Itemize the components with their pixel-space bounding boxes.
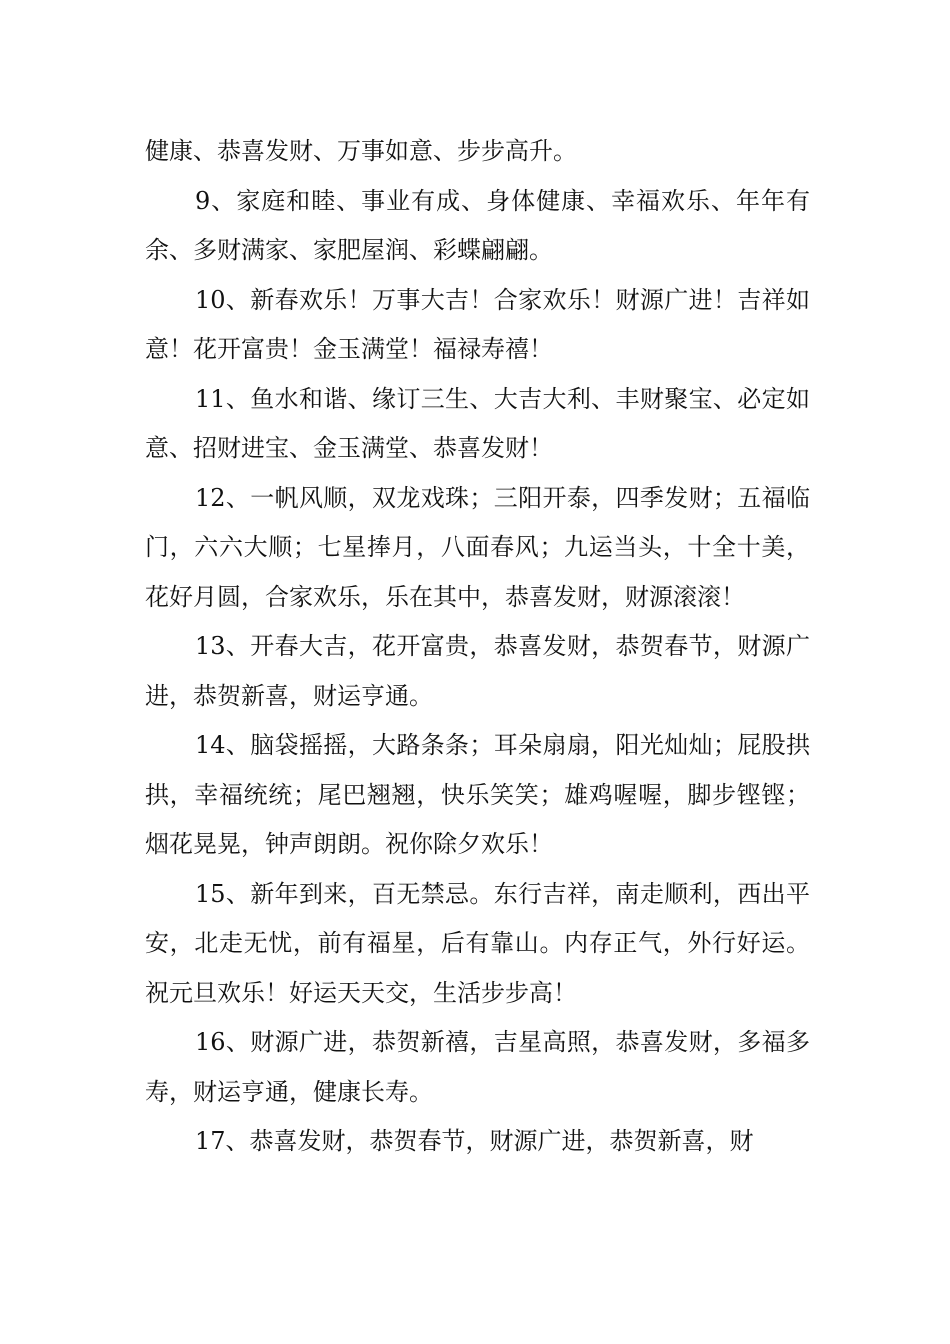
document-body — [145, 127, 810, 1167]
paragraph-item-16: 16、财源广进，恭贺新禧，吉星高照，恭喜发财，多福多寿，财运亨通，健康长寿。 — [145, 1028, 810, 1106]
paragraph-item-17: 17、恭喜发财，恭贺春节，财源广进，恭贺新喜，财 — [195, 1127, 754, 1155]
paragraph-item-13: 13、开春大吉，花开富贵，恭喜发财，恭贺春节，财源广进，恭贺新喜，财运亨通。 — [145, 632, 810, 710]
paragraph-item-9: 9、家庭和睦、事业有成、身体健康、幸福欢乐、年年有余、多财满家、家肥屋润、彩蝶翩翩。 — [145, 186, 810, 264]
paragraph-item-11: 11、鱼水和谐、缘订三生、大吉大利、丰财聚宝、必定如意、招财进宝、金玉满堂、恭喜发财！ — [145, 384, 810, 462]
paragraph-item-10: 10、新春欢乐！万事大吉！合家欢乐！财源广进！吉祥如意！花开富贵！金玉满堂！福禄寿禧！ — [145, 285, 810, 363]
paragraph-item-14: 14、脑袋摇摇，大路条条；耳朵扇扇，阳光灿灿；屁股拱拱，幸福统统；尾巴翘翘，快乐笑笑；雄鸡喔喔，脚步铿铿；烟花晃晃，钟声朗朗。祝你除夕欢乐！ — [145, 731, 810, 858]
paragraph-item-12: 12、一帆风顺，双龙戏珠；三阳开泰，四季发财；五福临门，六六大顺；七星捧月，八面春风；九运当头，十全十美，花好月圆，合家欢乐，乐在其中，恭喜发财，财源滚滚！ — [145, 483, 810, 611]
paragraph-continuation: 健康、恭喜发财、万事如意、步步高升。 — [145, 137, 577, 165]
paragraph-item-15: 15、新年到来，百无禁忌。东行吉祥，南走顺利，西出平安，北走无忧，前有福星，后有靠山。内存正气，外行好运。祝元旦欢乐！好运天天交，生活步步高！ — [145, 879, 810, 1007]
